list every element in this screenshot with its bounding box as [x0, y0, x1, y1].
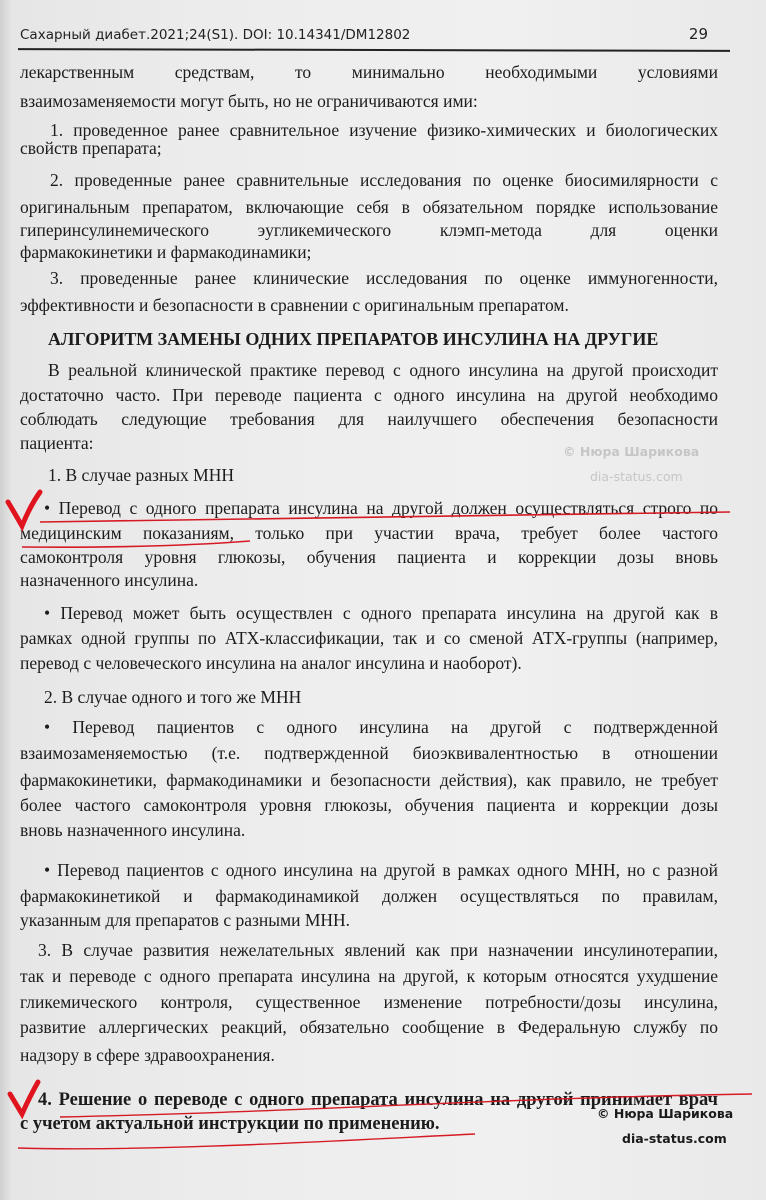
case-4-line: 4. Решение о переводе с одного препарата инсулина на другой принимает врач: [38, 1090, 718, 1110]
bullet-4-line: указанным для препаратов с разными МНН.: [20, 910, 351, 930]
bullet-1-line: медицинским показаниям, только при участии врача, требует более частого: [20, 523, 718, 543]
item-2-line: оригинальным препаратом, включающие себя в обязательном порядке использование: [20, 197, 718, 217]
case-4-line: с учетом актуальной инструкции по применению.: [20, 1114, 440, 1134]
red-underline: [18, 1134, 475, 1149]
case-1-line: 1. В случае разных МНН: [48, 465, 235, 485]
bullet-3-line: фармакокинетики, фармакодинамики и безопасности действия), как правило, не требует: [20, 770, 718, 790]
heading-line: АЛГОРИТМ ЗАМЕНЫ ОДНИХ ПРЕПАРАТОВ ИНСУЛИНА НА ДРУГИЕ: [48, 329, 659, 349]
intro-line: взаимозаменяемости могут быть, но не ограничиваются ими:: [20, 91, 478, 111]
journal-header: Сахарный диабет.2021;24(S1). DOI: 10.14341/DM12802: [20, 27, 411, 43]
item-1-line: 1. проведенное ранее сравнительное изучение физико-химических и биологических: [50, 120, 718, 140]
bullet-2-line: перевод с человеческого инсулина на аналог инсулина и наоборот).: [20, 653, 522, 673]
bullet-2-line: • Перевод может быть осуществлен с одного препарата инсулина на другой как в: [44, 603, 718, 623]
header-rule: [18, 48, 730, 52]
bullet-1-line: назначенного инсулина.: [20, 570, 199, 590]
item-3-line: 3. проведенные ранее клинические исследования по оценке иммуногенности,: [50, 268, 718, 288]
item-2-line: фармакокинетики и фармакодинамики;: [20, 242, 312, 262]
case-2-line: 2. В случае одного и того же МНН: [44, 687, 302, 707]
intro-line: лекарственным средствам, то минимально необходимыми условиями: [20, 62, 718, 82]
bullet-3-line: вновь назначенного инсулина.: [20, 820, 246, 840]
bullet-1-line: • Перевод с одного препарата инсулина на другой должен осуществляться строго по: [44, 498, 718, 518]
bullet-3-line: взаимозаменяемостью (т.е. подтвержденной биоэквивалентностью в отношении: [20, 743, 718, 763]
practice-line: В реальной клинической практике перевод с одного инсулина на другой происходит: [48, 360, 718, 380]
page-number: 29: [688, 25, 708, 43]
item-1-line: свойств препарата;: [20, 138, 162, 158]
checkmark-icon: [10, 1082, 38, 1114]
item-2-line: гиперинсулинемического эугликемического клэмп-метода для оценки: [20, 220, 718, 240]
watermark-site-bottom: dia-status.com: [622, 1131, 727, 1146]
item-2-line: 2. проведенные ранее сравнительные исследования по оценке биосимилярности с: [50, 170, 718, 190]
item-3-line: эффективности и безопасности в сравнении с оригинальным препаратом.: [20, 295, 569, 315]
case-3-line: надзору в сфере здравоохранения.: [20, 1045, 275, 1065]
watermark-author-bottom: © Нюра Шарикова: [597, 1106, 734, 1121]
practice-line: достаточно часто. При переводе пациента с одного инсулина на другой необходимо: [20, 385, 718, 405]
case-3-line: 3. В случае развития нежелательных явлений как при назначении инсулинотерапии,: [38, 940, 718, 960]
practice-line: пациента:: [20, 433, 94, 453]
bullet-2-line: рамках одной группы по АТХ-классификации, так и со сменой АТХ-группы (например,: [20, 628, 718, 648]
bullet-4-line: фармакокинетикой и фармакодинамикой должен осуществляться по правилам,: [20, 886, 718, 906]
bullet-3-line: • Перевод пациентов с одного инсулина на другой с подтвержденной: [44, 717, 718, 737]
bullet-3-line: более частого самоконтроля уровня глюкозы, обучения пациента и коррекции дозы: [20, 795, 718, 815]
case-3-line: так и переводе с одного препарата инсулина на другой, к которым относятся ухудшение: [20, 966, 718, 986]
practice-line: соблюдать следующие требования для наилучшего обеспечения безопасности: [20, 409, 718, 429]
bullet-4-line: • Перевод пациентов с одного инсулина на другой в рамках одного МНН, но с разной: [44, 860, 718, 880]
watermark-site: dia-status.com: [590, 469, 683, 484]
bullet-1-line: самоконтроля уровня глюкозы, обучения пациента и коррекции дозы вновь: [20, 547, 718, 567]
case-3-line: развитие аллергических реакций, обязательно сообщение в Федеральную службу по: [20, 1017, 718, 1037]
watermark-author: © Нюра Шарикова: [563, 444, 700, 459]
case-3-line: гликемического контроля, существенное изменение потребности/дозы инсулина,: [20, 992, 718, 1012]
